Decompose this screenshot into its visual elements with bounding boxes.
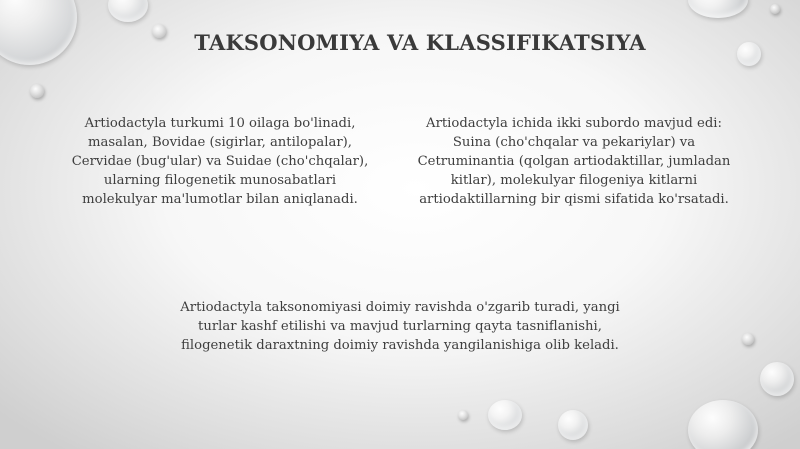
- paragraph-bottom: Artiodactyla taksonomiyasi doimiy ravishda o'zgarib turadi, yangi turlar kashf etilishi va mavjud turlarning qayta tasniflanishi, filogenetik daraxtning doimiy ravishda yangilanishiga olib keladi.: [180, 300, 620, 353]
- water-droplet-decoration: [0, 0, 77, 65]
- water-droplet-decoration: [770, 4, 780, 14]
- water-droplet-decoration: [458, 410, 468, 420]
- water-droplet-decoration: [108, 0, 148, 22]
- water-droplet-decoration: [742, 333, 754, 345]
- water-droplet-decoration: [558, 410, 588, 440]
- water-droplet-decoration: [30, 84, 44, 98]
- paragraph-right: Artiodactyla ichida ikki subordo mavjud edi: Suina (cho'chqalar va pekariylar) va Cetruminantia (qolgan artiodaktillar, jumladan kitlar), molekulyar filogeniya kitlarni artiodaktillarning bir qismi sifatida ko'rsatadi.: [417, 116, 731, 207]
- water-droplet-decoration: [688, 0, 748, 18]
- water-droplet-decoration: [760, 362, 794, 396]
- water-droplet-decoration: [737, 42, 761, 66]
- slide-title: TAKSONOMIYA VA KLASSIFIKATSIYA: [194, 30, 646, 55]
- water-droplet-decoration: [488, 400, 522, 430]
- paragraph-left: Artiodactyla turkumi 10 oilaga bo'linadi, masalan, Bovidae (sigirlar, antilopalar), Cervidae (bug'ular) va Suidae (cho'chqalar), ularning filogenetik munosabatlari molekulyar ma'lumotlar bilan aniqlanadi.: [71, 116, 369, 207]
- water-droplet-decoration: [688, 400, 758, 449]
